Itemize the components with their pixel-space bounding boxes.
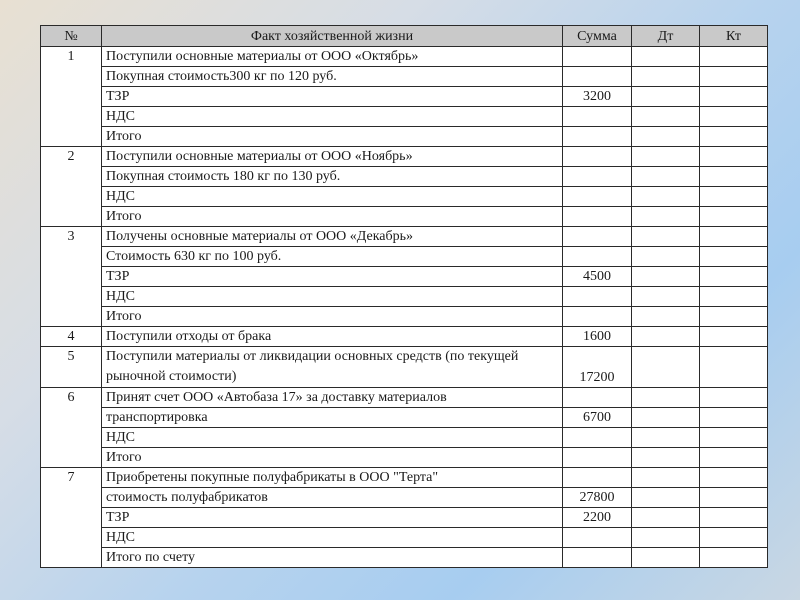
entry-number: 3 [41, 227, 102, 327]
credit-cell [700, 87, 768, 107]
fact-cell: Итого [102, 448, 563, 468]
table-row [41, 107, 768, 127]
debit-cell [632, 207, 700, 227]
entry-number: 6 [41, 388, 102, 468]
credit-cell [700, 287, 768, 307]
fact-cell: НДС [102, 187, 563, 207]
sum-cell: 1600 [563, 327, 632, 347]
debit-cell [632, 408, 700, 428]
fact-cell: Стоимость 630 кг по 100 руб. [102, 247, 563, 267]
debit-cell [632, 548, 700, 568]
debit-cell [632, 307, 700, 327]
fact-cell: Получены основные материалы от ООО «Декабрь» [102, 227, 563, 247]
fact-cell: Поступили основные материалы от ООО «Октябрь» [102, 47, 563, 67]
debit-cell [632, 47, 700, 67]
debit-cell [632, 227, 700, 247]
credit-cell [700, 167, 768, 187]
fact-cell: Итого [102, 307, 563, 327]
credit-cell [700, 267, 768, 287]
table-row [41, 408, 768, 428]
header-num: № [41, 26, 102, 47]
entry-number: 4 [41, 327, 102, 347]
fact-cell: ТЗР [102, 508, 563, 528]
entry-number: 7 [41, 468, 102, 568]
sum-cell [563, 548, 632, 568]
table-row [41, 247, 768, 267]
credit-cell [700, 448, 768, 468]
debit-cell [632, 107, 700, 127]
debit-cell [632, 327, 700, 347]
credit-cell [700, 107, 768, 127]
document-sheet [40, 25, 767, 567]
sum-cell [563, 388, 632, 408]
table-row [41, 207, 768, 227]
sum-cell [563, 127, 632, 147]
fact-cell: Покупная стоимость 180 кг по 130 руб. [102, 167, 563, 187]
credit-cell [700, 468, 768, 488]
sum-cell [563, 47, 632, 67]
sum-cell [563, 147, 632, 167]
sum-cell: 4500 [563, 267, 632, 287]
sum-cell [563, 287, 632, 307]
debit-cell [632, 247, 700, 267]
credit-cell [700, 247, 768, 267]
debit-cell [632, 428, 700, 448]
debit-cell [632, 468, 700, 488]
table-row [41, 47, 768, 67]
table-row [41, 267, 768, 287]
debit-cell [632, 267, 700, 287]
fact-cell: ТЗР [102, 87, 563, 107]
table-row [41, 327, 768, 347]
sum-cell [563, 448, 632, 468]
table-row [41, 488, 768, 508]
credit-cell [700, 187, 768, 207]
table-row [41, 528, 768, 548]
sum-cell: 27800 [563, 488, 632, 508]
fact-cell: НДС [102, 287, 563, 307]
table-row [41, 347, 768, 388]
table-row [41, 448, 768, 468]
table-row [41, 388, 768, 408]
table-row [41, 147, 768, 167]
header-dt: Дт [632, 26, 700, 47]
table-row [41, 227, 768, 247]
debit-cell [632, 287, 700, 307]
credit-cell [700, 327, 768, 347]
debit-cell [632, 488, 700, 508]
entry-number: 5 [41, 347, 102, 388]
debit-cell [632, 388, 700, 408]
table-row [41, 548, 768, 568]
credit-cell [700, 428, 768, 448]
fact-cell: Итого по счету [102, 548, 563, 568]
header-kt: Кт [700, 26, 768, 47]
fact-cell: транспортировка [102, 408, 563, 428]
header-fact: Факт хозяйственной жизни [102, 26, 563, 47]
credit-cell [700, 207, 768, 227]
credit-cell [700, 147, 768, 167]
sum-cell [563, 428, 632, 448]
debit-cell [632, 127, 700, 147]
fact-cell: НДС [102, 107, 563, 127]
sum-cell [563, 207, 632, 227]
sum-cell [563, 468, 632, 488]
entry-number: 1 [41, 47, 102, 147]
sum-cell: 3200 [563, 87, 632, 107]
fact-cell: ТЗР [102, 267, 563, 287]
debit-cell [632, 448, 700, 468]
credit-cell [700, 307, 768, 327]
sum-cell [563, 167, 632, 187]
credit-cell [700, 47, 768, 67]
sum-cell: 6700 [563, 408, 632, 428]
fact-cell: Поступили отходы от брака [102, 327, 563, 347]
debit-cell [632, 508, 700, 528]
table-row [41, 287, 768, 307]
sum-cell: 2200 [563, 508, 632, 528]
fact-cell: Итого [102, 207, 563, 227]
table-body [41, 47, 768, 568]
fact-cell: стоимость полуфабрикатов [102, 488, 563, 508]
credit-cell [700, 67, 768, 87]
debit-cell [632, 167, 700, 187]
credit-cell [700, 508, 768, 528]
table-row [41, 307, 768, 327]
debit-cell [632, 187, 700, 207]
table-row [41, 87, 768, 107]
table-row [41, 127, 768, 147]
debit-cell [632, 87, 700, 107]
debit-cell [632, 347, 700, 388]
transactions-table [40, 25, 768, 568]
table-row [41, 67, 768, 87]
sum-cell [563, 67, 632, 87]
credit-cell [700, 548, 768, 568]
sum-cell [563, 247, 632, 267]
debit-cell [632, 67, 700, 87]
fact-cell: Принят счет ООО «Автобаза 17» за доставку материалов [102, 388, 563, 408]
credit-cell [700, 347, 768, 388]
table-row [41, 167, 768, 187]
credit-cell [700, 488, 768, 508]
sum-cell [563, 307, 632, 327]
fact-cell: Поступили материалы от ликвидации основных средств (по текущей рыночной стоимости) [102, 347, 563, 388]
fact-cell: Приобретены покупные полуфабрикаты в ООО "Терта" [102, 468, 563, 488]
table-header-row [41, 26, 768, 47]
sum-cell [563, 187, 632, 207]
sum-cell [563, 528, 632, 548]
header-sum: Сумма [563, 26, 632, 47]
credit-cell [700, 408, 768, 428]
credit-cell [700, 227, 768, 247]
fact-cell: Поступили основные материалы от ООО «Ноябрь» [102, 147, 563, 167]
credit-cell [700, 528, 768, 548]
fact-cell: НДС [102, 528, 563, 548]
debit-cell [632, 147, 700, 167]
fact-cell: Покупная стоимость300 кг по 120 руб. [102, 67, 563, 87]
fact-cell: НДС [102, 428, 563, 448]
sum-cell [563, 227, 632, 247]
credit-cell [700, 388, 768, 408]
sum-cell [563, 107, 632, 127]
entry-number: 2 [41, 147, 102, 227]
fact-cell: Итого [102, 127, 563, 147]
table-row [41, 508, 768, 528]
sum-cell: 17200 [563, 347, 632, 388]
table-row [41, 468, 768, 488]
credit-cell [700, 127, 768, 147]
table-row [41, 428, 768, 448]
table-row [41, 187, 768, 207]
debit-cell [632, 528, 700, 548]
